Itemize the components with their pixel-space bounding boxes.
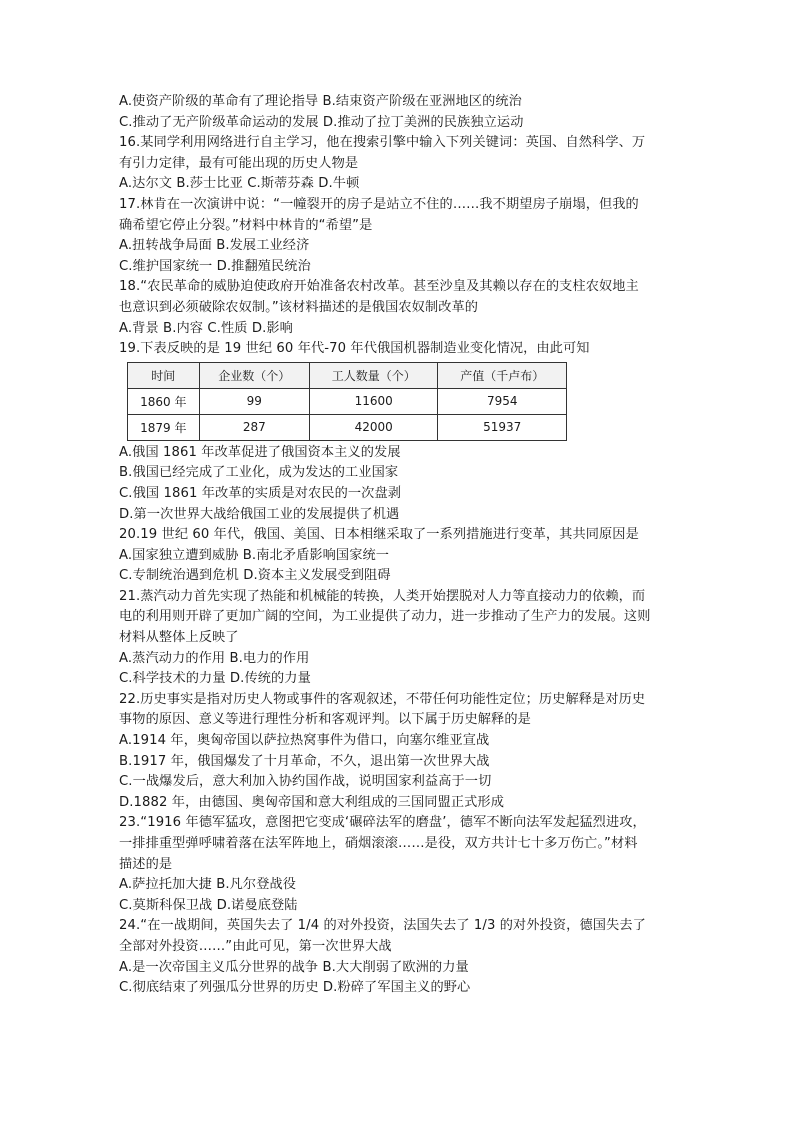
text-line: 23.“1916 年德军猛攻，意图把它变成‘碾碎法军的磨盘’，德军不断向法军发起猛烈进攻，	[119, 815, 646, 831]
table-cell: 1860 年	[128, 388, 200, 414]
text-line: A.达尔文 B.莎士比亚 C.斯蒂芬森 D.牛顿	[119, 176, 360, 192]
table-cell: 42000	[309, 414, 438, 440]
text-line: 24.“在一战期间，英国失去了 1/4 的对外投资，法国失去了 1/3 的对外投资，德国失去了	[119, 918, 646, 934]
text-line: A.使资产阶级的革命有了理论指导 B.结束资产阶级在亚洲地区的统治	[119, 94, 522, 109]
text-line: 19.下表反映的是 19 世纪 60 年代-70 年代俄国机器制造业变化情况，由此可知	[119, 341, 590, 357]
text-line: 16.某同学利用网络进行自主学习，他在搜索引擎中输入下列关键词：英国、自然科学、万	[119, 135, 646, 151]
text-line: 也意识到必须破除农奴制。”该材料描述的是俄国农奴制改革的	[119, 299, 479, 315]
text-line: C.专制统治遇到危机 D.资本主义发展受到阻碍	[119, 568, 391, 584]
text-line: 全部对外投资……”由此可见，第一次世界大战	[119, 938, 392, 954]
table-cell: 1879 年	[128, 414, 200, 440]
table-cell: 99	[199, 388, 309, 414]
text-line: 电的利用则开辟了更加广阔的空间，为工业提供了动力，进一步推动了生产力的发展。这则	[119, 609, 651, 625]
table-cell: 287	[199, 414, 309, 440]
table-cell: 51937	[438, 414, 567, 440]
table-header-row	[128, 362, 567, 388]
text-line: 材料从整体上反映了	[119, 630, 239, 646]
table-header-cell: 时间	[128, 362, 200, 388]
text-line: 确希望它停止分裂。”材料中林肯的“希望”是	[119, 217, 373, 233]
text-line: C.推动了无产阶级革命运动的发展 D.推动了拉丁美洲的民族独立运动	[119, 114, 524, 130]
text-line: A.国家独立遭到威胁 B.南北矛盾影响国家统一	[119, 547, 390, 563]
table-row	[128, 388, 567, 414]
text-line: 18.“农民革命的威胁迫使政府开始准备农村改革。甚至沙皇及其赖以存在的支柱农奴地主	[119, 279, 639, 295]
text-line: C.一战爆发后，意大利加入协约国作战，说明国家利益高于一切	[119, 774, 492, 790]
text-line: A.是一次帝国主义瓜分世界的战争 B.大大削弱了欧洲的力量	[119, 959, 469, 975]
text-line: A.俄国 1861 年改革促进了俄国资本主义的发展	[119, 444, 401, 460]
text-line: C.维护国家统一 D.推翻殖民统治	[119, 258, 311, 274]
text-line: 21.蒸汽动力首先实现了热能和机械能的转换，人类开始摆脱对人力等直接动力的依赖，而	[119, 588, 646, 604]
text-line: D.第一次世界大战给俄国工业的发展提供了机遇	[119, 506, 400, 522]
text-line: C.俄国 1861 年改革的实质是对农民的一次盘剥	[119, 485, 402, 501]
text-line: A.背景 B.内容 C.性质 D.影响	[119, 320, 293, 336]
text-line: 22.历史事实是指对历史人物或事件的客观叙述，不带任何功能性定位；历史解释是对历史	[119, 691, 646, 707]
text-line: 17.林肯在一次演讲中说：“一幢裂开的房子是站立不住的……我不期望房子崩塌，但我的	[119, 196, 639, 212]
text-line: 事物的原因、意义等进行理性分析和客观评判。以下属于历史解释的是	[119, 712, 531, 728]
text-line: A.蒸汽动力的作用 B.电力的作用	[119, 650, 310, 666]
text-line: B.俄国已经完成了工业化，成为发达的工业国家	[119, 465, 399, 481]
question-block-19-24	[119, 443, 679, 999]
table-cell: 7954	[438, 388, 567, 414]
text-line: 20.19 世纪 60 年代，俄国、美国、日本相继采取了一系列措施进行变革，其共同原因是	[119, 527, 639, 543]
question-block-15-19	[119, 92, 679, 360]
text-line: 描述的是	[119, 856, 173, 872]
text-line: A.扭转战争局面 B.发展工业经济	[119, 238, 310, 254]
table-row	[128, 414, 567, 440]
table-cell: 11600	[309, 388, 438, 414]
text-line: B.1917 年，俄国爆发了十月革命，不久，退出第一次世界大战	[119, 753, 490, 769]
text-line: 一排排重型弹呼啸着落在法军阵地上，硝烟滚滚……是役，双方共计七十多万伤亡。”材料	[119, 836, 638, 851]
text-line: A.1914 年，奥匈帝国以萨拉热窝事件为借口，向塞尔维亚宣战	[119, 733, 490, 749]
exam-page	[119, 92, 679, 999]
table-header-cell: 工人数量（个）	[309, 362, 438, 388]
table-header-cell: 产值（千卢布）	[438, 362, 567, 388]
text-line: A.萨拉托加大捷 B.凡尔登战役	[119, 877, 297, 893]
text-line: 有引力定律，最有可能出现的历史人物是	[119, 155, 359, 171]
text-line: D.1882 年，由德国、奥匈帝国和意大利组成的三国同盟正式形成	[119, 794, 504, 810]
text-line: C.科学技术的力量 D.传统的力量	[119, 671, 311, 687]
text-line: C.彻底结束了列强瓜分世界的历史 D.粉碎了军国主义的野心	[119, 980, 471, 996]
machine-industry-table	[127, 362, 567, 441]
table-header-cell: 企业数（个）	[199, 362, 309, 388]
text-line: C.莫斯科保卫战 D.诺曼底登陆	[119, 897, 298, 913]
